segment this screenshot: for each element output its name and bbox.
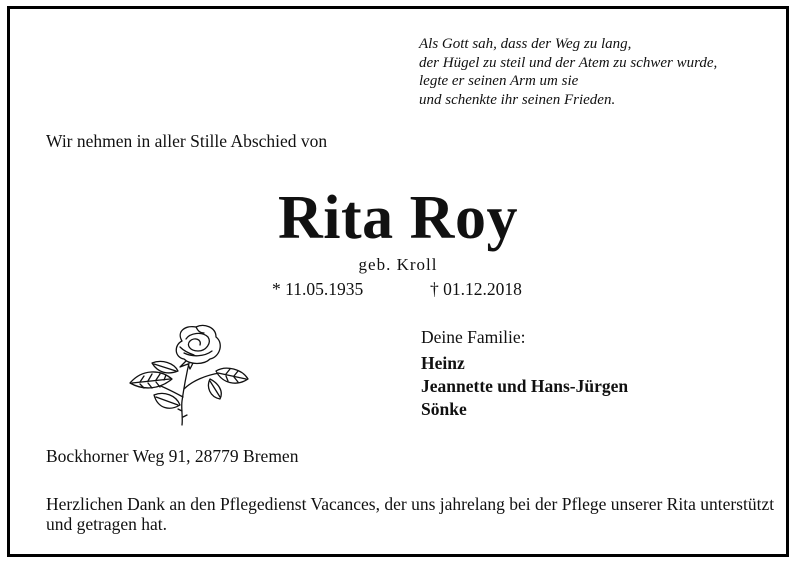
family-member: Jeannette und Hans-Jürgen: [421, 376, 629, 396]
death-date: † 01.12.2018: [430, 279, 522, 299]
maiden-name: geb. Kroll: [358, 255, 438, 274]
obituary-notice: [7, 6, 789, 557]
family-label: Deine Familie:: [421, 327, 526, 347]
poem-line: der Hügel zu steil und der Atem zu schwer wurde,: [419, 54, 718, 71]
poem-line: legte er seinen Arm um sie: [419, 73, 579, 89]
poem-line: Als Gott sah, dass der Weg zu lang,: [419, 36, 632, 52]
thanks-text: Herzlichen Dank an den Pflegedienst Vacances, der uns jahrelang bei der Pflege unserer Rita unterstützt und getragen hat.: [46, 494, 775, 534]
poem-line: und schenkte ihr seinen Frieden.: [419, 91, 616, 108]
deceased-name: Rita Roy: [278, 184, 518, 252]
family-member: Sönke: [421, 399, 467, 419]
family-list: [421, 352, 628, 421]
poem: [419, 35, 779, 109]
intro-text: Wir nehmen in aller Stille Abschied von: [46, 131, 328, 151]
rose-icon: [120, 317, 255, 429]
birth-date: * 11.05.1935: [272, 279, 364, 299]
address: Bockhorner Weg 91, 28779 Bremen: [46, 446, 299, 466]
family-member: Heinz: [421, 353, 465, 373]
